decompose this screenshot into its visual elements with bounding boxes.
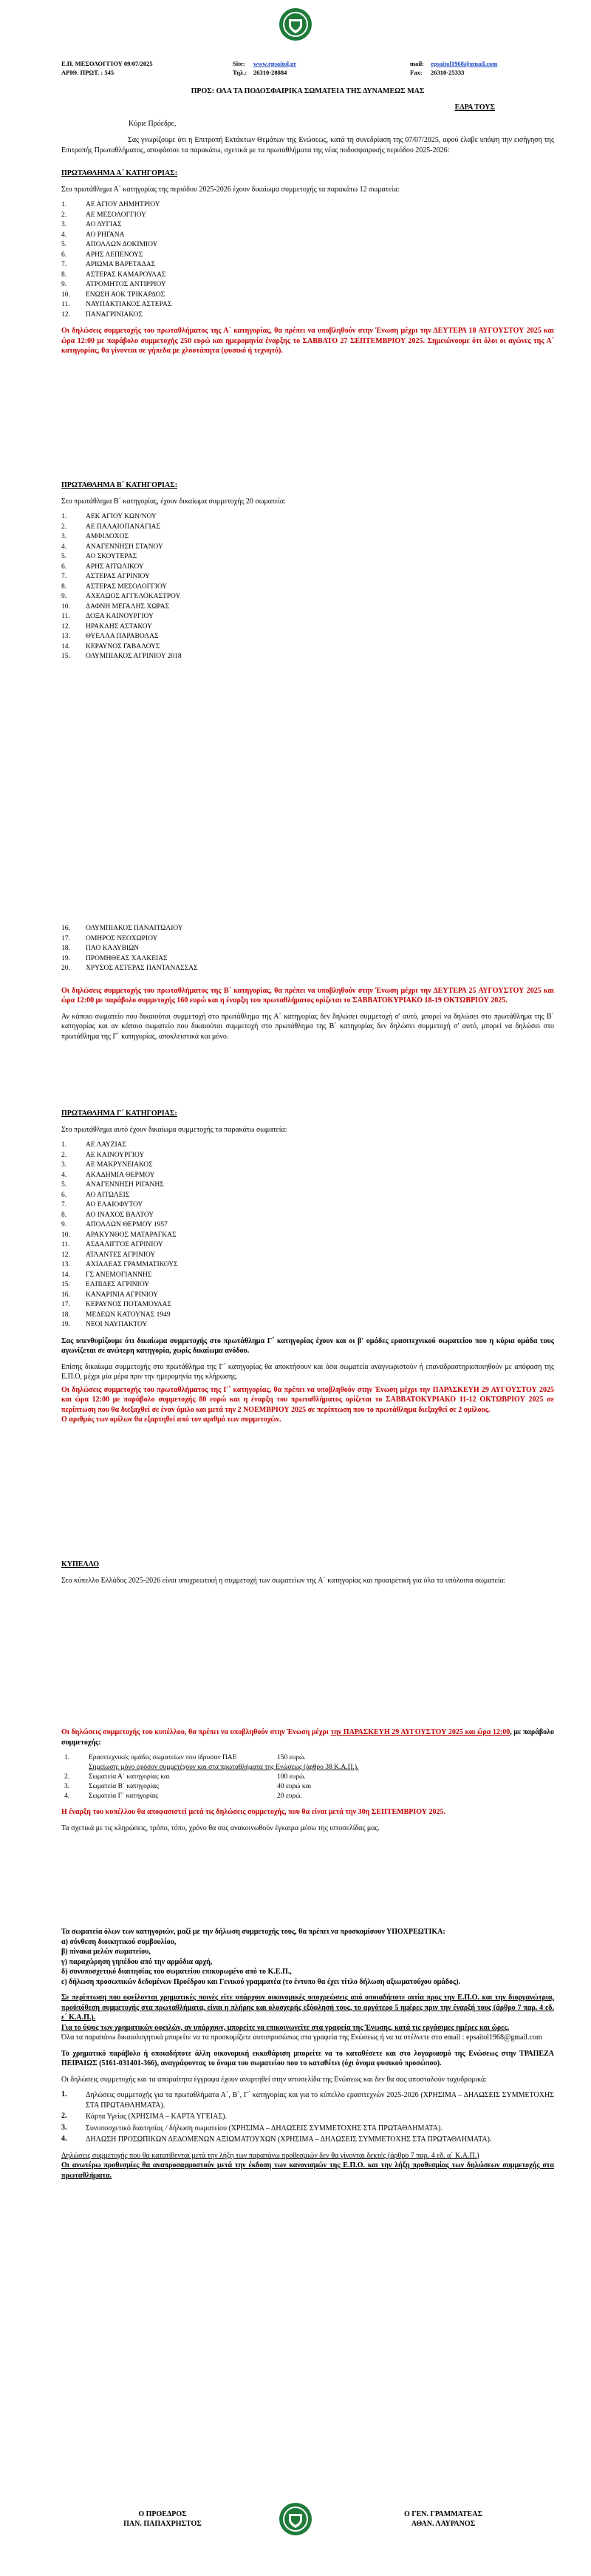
team-number: 2. bbox=[61, 1151, 67, 1159]
doc-number: 4. bbox=[61, 2135, 67, 2143]
late-note: Δηλώσεις συμμετοχής που θα κατατίθενται μετά την λήξη των παραπάνω προθεσμιών δεν θα γίνονται δεκτές (άρθρο 7 παρ. 4 εδ. α΄ Κ.Α.Π.) bbox=[61, 2151, 479, 2160]
team-list-item bbox=[61, 1160, 554, 1171]
team-list-item bbox=[61, 1300, 554, 1311]
team-name: ΕΝΩΣΗ ΑΟΚ ΤΡΙΚΑΡΔΟΣ bbox=[86, 290, 165, 299]
team-list-item bbox=[61, 512, 554, 523]
team-name: ΚΕΡΑΥΝΟΣ ΠΟΤΑΜΟΥΛΑΣ bbox=[86, 1301, 172, 1308]
fee-label: Σωματεία Β΄ κατηγορίας bbox=[89, 1783, 159, 1790]
team-name: ΑΟ ΣΚΟΥΤΕΡΑΣ bbox=[86, 553, 137, 560]
team-list-item bbox=[61, 523, 554, 533]
team-name: ΑΣΤΕΡΑΣ ΑΓΡΙΝΙΟΥ bbox=[86, 573, 150, 580]
team-list-item bbox=[61, 1180, 554, 1191]
tel-label: Τηλ.: bbox=[233, 69, 247, 76]
section-cup bbox=[61, 1560, 554, 1586]
team-name: ΠΑΝΑΓΡΙΝΙΑΚΟΣ bbox=[86, 310, 143, 319]
fee-item bbox=[64, 1792, 554, 1801]
team-number: 4. bbox=[61, 1171, 67, 1179]
requirement-item: β) πίνακα μελών σωματείου, bbox=[61, 1948, 151, 1956]
team-name: ΑΡΙΩΜΑ ΒΑΡΕΤΑΔΑΣ bbox=[86, 261, 156, 268]
tel-value: 26310-28884 bbox=[253, 69, 287, 76]
team-list-item bbox=[61, 572, 554, 582]
team-list-item bbox=[61, 1320, 554, 1331]
team-list-item bbox=[61, 211, 554, 221]
team-name: ΑΟ ΑΙΤΩΛΕΙΣ bbox=[86, 1191, 130, 1199]
team-number: 19. bbox=[61, 1321, 70, 1328]
team-name: ΔΑΦΝΗ ΜΕΓΑΛΗΣ ΧΩΡΑΣ bbox=[86, 602, 170, 611]
team-number: 11. bbox=[61, 301, 70, 308]
team-name: ΟΜΗΡΟΣ ΝΕΟΧΩΡΙΟΥ bbox=[86, 934, 158, 942]
team-number: 17. bbox=[61, 934, 70, 942]
team-number: 6. bbox=[61, 251, 67, 259]
team-number: 12. bbox=[61, 1251, 70, 1259]
team-number: 12. bbox=[61, 310, 70, 319]
team-list-item bbox=[61, 280, 554, 290]
team-name: ΠΑΟ ΚΑΛΥΒΙΩΝ bbox=[86, 945, 140, 952]
team-list-item bbox=[61, 271, 554, 281]
site-label: Site: bbox=[233, 60, 245, 67]
section-b-intro: Στο πρωτάθλημα Β΄ κατηγορίας, έχουν δικαίωμα συμμετοχής 20 σωματεία: bbox=[61, 497, 286, 506]
doc-number: 3. bbox=[61, 2123, 67, 2132]
team-name: ΑΝΑΓΕΝΝΗΣΗ ΣΤΑΝΟΥ bbox=[86, 543, 163, 551]
fee-label: Σημείωση: μόνο εφόσον συμμετέχουν και στα πρωταθλήματα της Ενώσεως (άρθρο 38 Κ.Α.Π.). bbox=[89, 1764, 359, 1771]
section-b-heading: ΠΡΩΤΑΘΛΗΜΑ Β΄ ΚΑΤΗΓΟΡΙΑΣ: bbox=[61, 481, 178, 489]
secretary-title: Ο ΓΕΝ. ΓΡΑΜΜΑΤΕΑΣ bbox=[404, 2510, 482, 2518]
team-number: 18. bbox=[61, 945, 70, 952]
team-number: 4. bbox=[61, 231, 67, 239]
team-number: 6. bbox=[61, 563, 67, 571]
fee-item bbox=[64, 1782, 554, 1792]
section-a-team-list bbox=[61, 200, 554, 320]
section-b-note: Αν κάποιο σωματείο που δικαιούται συμμετοχή στο πρωτάθλημα της Α΄ κατηγορίας δεν δηλώσει συμμετοχή σ' αυτό, μπορεί να δηλώσει στο πρωτάθλημα της Β΄ κατηγορίας και αν κάποιο σωματείο που δικαιούται συμμετοχή στο πρωτάθλημα της Β΄ κατηγορίας δεν δηλώσει συμμετοχή σ' αυτό, μπορεί να δηλώσει στο πρωτάθλημα της Γ΄ κατηγορίας, αποκλειστικά και μόνο. bbox=[61, 1012, 554, 1041]
fee-amount: 40 ευρώ και bbox=[277, 1783, 312, 1790]
fax-label: Fax: bbox=[410, 69, 423, 76]
team-number: 10. bbox=[61, 602, 70, 611]
president-name: ΠΑΝ. ΠΑΠΑΧΡΗΣΤΟΣ bbox=[123, 2520, 202, 2528]
fax-value: 26310-25333 bbox=[431, 69, 465, 76]
section-a-deadline: Οι δηλώσεις συμμετοχής του πρωταθλήματος της Α΄ κατηγορίας, θα πρέπει να υποβληθούν στην Ένωση μέχρι την ΔΕΥΤΕΡΑ 18 ΑΥΓΟΥΣΤΟΥ 2025 και ώρα 12:00 με παράβολο συμμετοχής 250 ευρώ και ημερομηνία έναρξης το ΣΑΒΒΑΤΟ 27 ΣΕΠΤΕΜΒΡΙΟΥ 2025. Σημειώνουμε ότι όλοι οι αγώνες της Α΄ κατηγορίας, θα γίνονται σε γήπεδα με χλοοτάπητα (φυσικό ή τεχνητό). bbox=[61, 327, 554, 355]
team-list-item bbox=[61, 251, 554, 261]
team-list-item bbox=[61, 1141, 554, 1151]
doc-text: Κάρτα Υγείας (ΧΡΗΣΙΜΑ – ΚΑΡΤΑ ΥΓΕΙΑΣ). bbox=[86, 2113, 227, 2121]
team-list-item bbox=[61, 1151, 554, 1161]
doc-item bbox=[61, 2124, 554, 2134]
fee-item bbox=[64, 1753, 554, 1763]
signature-secretary bbox=[384, 2509, 502, 2529]
team-list-item bbox=[61, 563, 554, 573]
section-g-team-list bbox=[61, 1141, 554, 1331]
cup-heading: ΚΥΠΕΛΛΟ bbox=[61, 1560, 99, 1569]
team-name: ΑΣΤΕΡΑΣ ΚΑΜΑΡΟΥΛΑΣ bbox=[86, 271, 166, 279]
team-list-item bbox=[61, 1220, 554, 1231]
section-g-groups: Ο αριθμός των ομίλων θα εξαρτηθεί από τον αριθμό των συμμετοχών. bbox=[61, 1416, 281, 1424]
team-list-item bbox=[61, 1251, 554, 1261]
team-list-item bbox=[61, 944, 554, 954]
section-b-deadline: Οι δηλώσεις συμμετοχής του πρωταθλήματος της Β΄ κατηγορίας, θα πρέπει να υποβληθούν στην Ένωση μέχρι την ΔΕΥΤΕΡΑ 25 ΑΥΓΟΥΣΤΟΥ 2025 και ώρα 12:00 με παράβολο συμμετοχής 160 ευρώ και η έναρξη του πρωταθλήματος ορίζεται το ΣΑΒΒΑΤΟΚΥΡΙΑΚΟ 18-19 ΟΚΤΩΒΡΙΟΥ 2025. bbox=[61, 986, 554, 1005]
team-number: 9. bbox=[61, 281, 67, 288]
team-number: 8. bbox=[61, 1211, 67, 1219]
team-name: ΕΛΠΙΔΕΣ ΑΓΡΙΝΙΟΥ bbox=[86, 1281, 150, 1288]
signature-president bbox=[103, 2509, 222, 2529]
team-name: ΜΕΔΕΩΝ ΚΑΤΟΥΝΑΣ 1949 bbox=[86, 1311, 171, 1319]
team-list-item bbox=[61, 934, 554, 945]
team-number: 11. bbox=[61, 613, 70, 620]
team-list-item bbox=[61, 300, 554, 310]
team-list-item bbox=[61, 612, 554, 622]
fee-number: 4. bbox=[64, 1792, 70, 1800]
requirement-item: δ) συνυποσχετικό διαιτησίας του σωματείου επικυρωμένο από το Κ.Ε.Π., bbox=[61, 1968, 292, 1976]
team-list-item bbox=[61, 582, 554, 593]
team-name: ΑΕ ΚΑΙΝΟΥΡΓΙΟΥ bbox=[86, 1151, 145, 1159]
team-name: ΝΕΟΙ ΝΑΥΠΑΚΤΟΥ bbox=[86, 1321, 148, 1328]
team-name: ΑΠΟΛΛΩΝ ΘΕΡΜΟΥ 1957 bbox=[86, 1221, 168, 1228]
team-list-item bbox=[61, 632, 554, 642]
team-list-item bbox=[61, 622, 554, 633]
recipient: ΠΡΟΣ: ΟΛΑ ΤΑ ΠΟΔΟΣΦΑΙΡΙΚΑ ΣΩΜΑΤΕΙΑ ΤΗΣ ΔΥΝΑΜΕΩΣ ΜΑΣ bbox=[191, 87, 425, 95]
team-list-item bbox=[61, 240, 554, 251]
team-list-item bbox=[61, 532, 554, 543]
team-number: 3. bbox=[61, 533, 67, 540]
section-a-intro: Στο πρωτάθλημα Α΄ κατηγορίας της περιόδου 2025-2026 έχουν δικαίωμα συμμετοχής τα παρακάτω 12 σωματεία: bbox=[61, 185, 400, 194]
team-name: ΚΕΡΑΥΝΟΣ ΓΑΒΑΛΟΥΣ bbox=[86, 642, 160, 650]
fee-label: Σωματεία Γ΄ κατηγορίας bbox=[89, 1792, 159, 1800]
debt-note: Σε περίπτωση που οφείλονται χρηματικές ποινές είτε υπάρχουν οικονομικές υποχρεώσεις από οποιαδήποτε αιτία προς την Ε.Π.Ο. και την διοργανώτρια, προϋπόθεση συμμετοχής στα πρωταθλήματα, είναι η πλήρης και ολοσχερής εξόφλησή τους, το αργότερο 5 ημέρες πριν την έναρξή τους (άρθρο 7 παρ. 4 εδ. ε΄ Κ.Α.Π.). bbox=[61, 1994, 554, 2022]
cup-start: Η έναρξη του κυπέλλου θα αποφασιστεί μετά τις δηλώσεις συμμετοχής, που θα είναι μετά την 30η ΣΕΠΤΕΜΒΡΙΟΥ 2025. bbox=[61, 1808, 445, 1816]
team-number: 11. bbox=[61, 1241, 70, 1248]
team-name: ΑΕ ΜΑΚΡΥΝΕΙΑΚΟΣ bbox=[86, 1161, 153, 1169]
fee-amount: 20 ευρώ. bbox=[277, 1792, 302, 1800]
president-title: Ο ΠΡΟΕΔΡΟΣ bbox=[138, 2510, 187, 2518]
fee-number bbox=[64, 1763, 89, 1773]
team-name: ΑΜΦΙΛΟΧΟΣ bbox=[86, 533, 129, 540]
team-name: ΑΕ ΛΑΥΖΙΑΣ bbox=[86, 1141, 127, 1149]
team-number: 16. bbox=[61, 925, 70, 932]
team-name: ΝΑΥΠΑΚΤΙΑΚΟΣ ΑΣΤΕΡΑΣ bbox=[86, 301, 172, 308]
section-g-heading: ΠΡΩΤΑΘΛΗΜΑ Γ΄ ΚΑΤΗΓΟΡΙΑΣ: bbox=[61, 1109, 177, 1118]
cup-text: Στο κύπελλο Ελλάδος 2025-2026 είναι υποχρεωτική η συμμετοχή των σωματείων της Α΄ κατηγορίας και προαιρετική για όλα τα υπόλοιπα σωματεία: bbox=[61, 1576, 506, 1585]
team-name: ΑΕ ΜΕΣΟΛΟΓΓΙΟΥ bbox=[86, 211, 146, 219]
team-name: ΑΤΡΟΜΗΤΟΣ ΑΝΤΙΡΡΙΟΥ bbox=[86, 281, 166, 288]
team-number: 3. bbox=[61, 1161, 67, 1169]
requirement-item: ε) δήλωση προσωπικών δεδομένων Προέδρου και Γενικού γραμματέα (το έντυπο θα έχει τίτλο δήλωση αξιωματούχου ομάδος). bbox=[61, 1977, 461, 1986]
team-name: ΟΛΥΜΠΙΑΚΟΣ ΑΓΡΙΝΙΟΥ 2018 bbox=[86, 653, 182, 660]
team-number: 12. bbox=[61, 622, 70, 631]
team-name: ΑΡΑΚΥΝΘΟΣ ΜΑΤΑΡΑΓΚΑΣ bbox=[86, 1231, 177, 1239]
team-list-item bbox=[61, 1240, 554, 1251]
team-name: ΑΣΤΕΡΑΣ ΜΕΣΟΛΟΓΓΙΟΥ bbox=[86, 582, 168, 591]
team-list-item bbox=[61, 290, 554, 301]
team-name: ΔΟΞΑ ΚΑΙΝΟΥΡΓΙΟΥ bbox=[86, 613, 154, 620]
team-name: ΠΡΟΜΗΘΕΑΣ ΧΑΛΚΕΙΑΣ bbox=[86, 954, 168, 962]
team-number: 19. bbox=[61, 954, 70, 962]
team-number: 5. bbox=[61, 1181, 67, 1189]
team-name: ΗΡΑΚΛΗΣ ΑΣΤΑΚΟΥ bbox=[86, 622, 152, 631]
section-g-note: Επίσης δικαίωμα συμμετοχής στο πρωτάθλημα της Γ΄ κατηγορίας θα αποκτήσουν και όσα σωματεία αναγνωριστούν ή επαναδραστηριοποιηθούν με απόφαση της Ε.Π.Ο, μέχρι μία μέρα πριν την ημερομηνία της κλήρωσης. bbox=[61, 1362, 554, 1381]
team-list-item bbox=[61, 1171, 554, 1181]
team-number: 13. bbox=[61, 633, 70, 640]
fee-item bbox=[64, 1773, 554, 1782]
doc-text: Δηλώσεις συμμετοχής για τα πρωταθλήματα Α΄, Β΄, Γ΄ κατηγορίας και για το κύπελλο ερασιτεχνών 2025-2026 (ΧΡΗΣΙΜΑ – ΔΗΛΩΣΕΙΣ ΣΥΜΜΕΤΟΧΗΣ ΣΤΑ ΠΡΩΤΑΘΛΗΜΑΤΑ). bbox=[86, 2091, 554, 2110]
page-3 bbox=[0, 1704, 591, 2576]
team-list-item bbox=[61, 1271, 554, 1281]
team-number: 15. bbox=[61, 1281, 70, 1288]
team-list-item bbox=[61, 642, 554, 653]
team-list-item bbox=[61, 310, 554, 321]
fee-amount: 150 ευρώ. bbox=[277, 1754, 306, 1761]
page-1 bbox=[0, 0, 591, 806]
team-name: ΘΥΕΛΛΑ ΠΑΡΑΒΟΛΑΣ bbox=[86, 633, 159, 640]
team-list-item bbox=[61, 924, 554, 934]
team-number: 14. bbox=[61, 1271, 70, 1279]
union-seal-icon bbox=[279, 2502, 312, 2536]
team-name: ΑΡΗΣ ΑΙΤΩΛΙΚΟΥ bbox=[86, 563, 144, 571]
location: ΕΔΡΑ ΤΟΥΣ bbox=[454, 103, 495, 112]
doc-text: Συνυποσχετικό διαιτησίας / δήλωση σωματείου (ΧΡΗΣΙΜΑ – ΔΗΛΩΣΕΙΣ ΣΥΜΜΕΤΟΧΗΣ ΣΤΑ ΠΡΩΤΑΘΛΗΜΑΤΑ). bbox=[86, 2124, 443, 2132]
letter-header bbox=[61, 59, 569, 77]
contact-note: Για το ύψος των χρηματικών οφειλών, αν υπάρχουν, μπορείτε να επικοινωνείτε στα γραφεία της Ένωσης, κατά τις εργάσιμες ημέρες και ώρες. bbox=[61, 2023, 510, 2032]
team-name: ΑΧΕΛΩΟΣ ΑΓΓΕΛΟΚΑΣΤΡΟΥ bbox=[86, 593, 181, 600]
team-number: 6. bbox=[61, 1191, 67, 1199]
requirement-item: α) σύνθεση διοικητικού συμβουλίου, bbox=[61, 1937, 177, 1946]
cup-rules: Τα σχετικά με τις κληρώσεις, τρόπο, τόπο, χρόνο θα σας ανακοινωθούν έγκαιρα μέσω της ιστοσελίδας μας. bbox=[61, 1824, 380, 1832]
cup-fees: Οι δηλώσεις συμμετοχής του κυπέλλου, θα πρέπει να υποβληθούν στην Ένωση μέχρι την ΠΑΡΑΣΚΕΥΗ 29 ΑΥΓΟΥΣΤΟΥ 2025 και ώρα 12:00, με παράβολο συμμετοχής: 1. Ερασιτεχνικές ομάδες σωματείων που ίδρυσαν ΠΑΕ 150 ευρώ. Σημείωση: μόνο εφόσον συμμετέχουν και στα πρωταθλήματα της Ενώσεως (άρθρο 38 Κ.Α.Π.). 2. Σωματεία Α΄ κατηγορίας και 100 ευρώ. 3. Σωματεία Β΄ κατηγορίας 40 ευρώ και 4. Σωματεία Γ΄ κατηγορίας 20 ευρώ. Η έναρξη του κυπέλλου θα αποφασιστεί μετά τις δηλώσεις συμμετοχής, που θα είναι μετά την 30η ΣΕΠΤΕΜΒΡΙΟΥ 2025. Τα σχετικά με τις κληρώσεις, τρόπο, τόπο, χρόνο θα σας ανακοινωθούν έγκαιρα μέσω της ιστοσελίδας μας. bbox=[61, 1728, 554, 1832]
team-number: 2. bbox=[61, 523, 67, 531]
section-a bbox=[61, 169, 554, 356]
section-g-deadline: Οι δηλώσεις συμμετοχής του πρωταθλήματος της Γ΄ κατηγορίας, θα πρέπει να υποβληθούν στην Ένωση μέχρι την ΠΑΡΑΣΚΕΥΗ 29 ΑΥΓΟΥΣΤΟΥ 2025 και ώρα 12:00 με παράβολο συμμετοχής 80 ευρώ και η έναρξη του πρωταθλήματος ορίζεται το ΣΑΒΒΑΤΟΚΥΡΙΑΚΟ 11-12 ΟΚΤΩΒΡΙΟΥ 2025 σε περίπτωση που θα διεξαχθεί σε έναν όμιλο και μετά την 2 ΝΟΕΜΒΡΙΟΥ 2025 σε περίπτωση που το πρωτάθλημα διεξαχθεί σε 2 ομίλους. bbox=[61, 1385, 554, 1414]
team-list-item bbox=[61, 1200, 554, 1211]
team-name: ΑΣΔΑΛΙΓΓΟΣ ΑΓΡΙΝΙΟΥ bbox=[86, 1241, 163, 1248]
section-b-team-list-continued bbox=[61, 924, 554, 974]
team-number: 5. bbox=[61, 553, 67, 560]
doc-text: ΔΗΛΩΣΗ ΠΡΟΣΩΠΙΚΩΝ ΔΕΔΟΜΕΝΩΝ ΑΞΙΩΜΑΤΟΥΧΩΝ (ΧΡΗΣΙΜΑ – ΔΗΛΩΣΕΙΣ ΣΥΜΜΕΤΟΧΗΣ ΣΤΑ ΠΡΩΤΑΘΛΗΜΑΤΑ). bbox=[86, 2135, 492, 2144]
team-number: 14. bbox=[61, 642, 70, 650]
team-number: 8. bbox=[61, 582, 67, 591]
site-link[interactable]: www.epsaitol.gr bbox=[253, 60, 297, 67]
cup-fee-list bbox=[61, 1753, 554, 1801]
section-b bbox=[61, 480, 554, 662]
team-list-item bbox=[61, 260, 554, 271]
final-note: Οι ανωτέρω προθεσμίες θα αναπροσαρμοστούν μετά την έκδοση των κανονισμών της Ε.Π.Ο. και την λήξη προθεσμίας των δηλώσεων συμμετοχής στα πρωταθλήματα. bbox=[61, 2161, 554, 2180]
fee-number: 3. bbox=[64, 1783, 70, 1790]
team-number: 3. bbox=[61, 221, 67, 228]
requirements bbox=[61, 1927, 554, 2181]
team-name: ΑΟ ΛΥΓΙΑΣ bbox=[86, 221, 122, 228]
team-number: 18. bbox=[61, 1311, 70, 1319]
team-name: ΑΕ ΑΓΙΟΥ ΔΗΜΗΤΡΙΟΥ bbox=[86, 201, 160, 208]
team-list-item bbox=[61, 231, 554, 241]
docs-intro: Οι δηλώσεις συμμετοχής και τα απαραίτητα έγγραφα έχουν αναρτηθεί στην ιστοσελίδα της Ενώσεως και δεν θα σας αποσταλούν ταχυδρομικά: bbox=[61, 2075, 488, 2084]
requirements-list bbox=[61, 1937, 554, 1988]
team-name: ΑΟ ΕΛΑΙΟΦΥΤΟΥ bbox=[86, 1201, 143, 1209]
team-number: 1. bbox=[61, 513, 67, 520]
payment-note: Το χρηματικό παράβολο ή οποιαδήποτε άλλη οικονομική εκκαθάριση μπορείτε να το καταθέσετε και στο λογαριασμό της Ενώσεως στην ΤΡΑΠΕΖΑ ΠΕΙΡΑΙΩΣ (5161-031401-366), αναγράφοντας το όνομα του σωματείου που το καταθέτει (όχι όνομα φυσικού προσώπου). bbox=[61, 2049, 554, 2067]
team-list-item bbox=[61, 592, 554, 602]
requirements-heading: Τα σωματεία όλων των κατηγοριών, μαζί με την δήλωση συμμετοχής τους, θα πρέπει να προσκομίσουν ΥΠΟΧΡΕΩΤΙΚΑ: bbox=[61, 1928, 445, 1936]
team-number: 10. bbox=[61, 1231, 70, 1239]
team-number: 4. bbox=[61, 543, 67, 551]
team-name: ΚΑΝΑΡΙΝΙΑ ΑΓΡΙΝΙΟΥ bbox=[86, 1291, 159, 1299]
team-name: ΑΟ ΙΝΑΧΟΣ ΒΑΛΤΟΥ bbox=[86, 1211, 154, 1219]
team-number: 15. bbox=[61, 653, 70, 660]
forms-note: Όλα τα παραπάνω δικαιολογητικά μπορείτε να τα προσκομίζετε αυτοπροσώπως στα γραφεία της Ενώσεως ή να τα στέλνετε στο email : epsaitol1968@gmail.com bbox=[61, 2033, 542, 2042]
doc-item bbox=[61, 2112, 554, 2122]
secretary-name: ΑΘΑΝ. ΛΑΥΡΑΝΟΣ bbox=[411, 2520, 476, 2528]
team-name: ΑΕ ΠΑΛΑΙΟΠΑΝΑΓΙΑΣ bbox=[86, 523, 161, 531]
team-number: 7. bbox=[61, 573, 67, 580]
team-name: ΑΝΑΓΕΝΝΗΣΗ ΡΙΓΑΝΗΣ bbox=[86, 1181, 164, 1189]
fee-item bbox=[64, 1763, 554, 1773]
page-2 bbox=[0, 806, 591, 1704]
team-name: ΓΣ ΑΝΕΜΟΓΙΑΝΝΗΣ bbox=[86, 1271, 152, 1279]
intro-paragraph: Σας γνωρίζουμε ότι η Επιτροπή Εκτάκτων Θεμάτων της Ενώσεως, κατά τη συνεδρίαση της 07/07/2025, αφού έλαβε υπόψη την εισήγηση της Επιτροπής Πρωταθλήματος, αποφάσισε τα παρακάτω, σχετικά με τα πρωταθλήματα της νέας ποδοσφαιρικής περιόδου 2025-2026: bbox=[61, 136, 554, 154]
team-list-item bbox=[61, 200, 554, 211]
team-list-item bbox=[61, 1291, 554, 1301]
section-b-continued bbox=[61, 924, 554, 1041]
section-g-b-teams-note: Σας υπενθυμίζουμε ότι δικαίωμα συμμετοχής στο πρωτάθλημα Γ΄ κατηγορίας έχουν και οι β' ομάδες ερασιτεχνικού σωματείου που η κύρια ομάδα τους αγωνίζεται σε ανώτερη κατηγορία, χωρίς δικαίωμα ανόδου. bbox=[61, 1336, 554, 1355]
team-name: ΟΛΥΜΠΙΑΚΟΣ ΠΑΝΑΙΤΩΛΙΟΥ bbox=[86, 925, 183, 932]
fee-number: 1. bbox=[64, 1754, 70, 1761]
team-name: ΑΕΚ ΑΓΙΟΥ ΚΩΝ/ΝΟΥ bbox=[86, 513, 157, 520]
team-list-item bbox=[61, 552, 554, 563]
fee-number: 2. bbox=[64, 1773, 70, 1781]
team-name: ΑΠΟΛΛΩΝ ΔΟΚΙΜΙΟΥ bbox=[86, 241, 158, 248]
team-list-item bbox=[61, 220, 554, 231]
team-number: 9. bbox=[61, 1221, 67, 1228]
requirement-item: γ) παραχώρηση γηπέδου από την αρμόδια αρχή, bbox=[61, 1957, 213, 1966]
team-list-item bbox=[61, 954, 554, 965]
team-list-item bbox=[61, 652, 554, 662]
doc-item bbox=[61, 2135, 554, 2145]
salutation: Κύριε Πρόεδρε, bbox=[129, 120, 177, 128]
cup-fees-deadline-date: την ΠΑΡΑΣΚΕΥΗ 29 ΑΥΓΟΥΣΤΟΥ 2025 και ώρα 12:00 bbox=[330, 1728, 510, 1736]
team-number: 2. bbox=[61, 211, 67, 219]
team-list-item bbox=[61, 1211, 554, 1221]
mail-label: mail: bbox=[410, 60, 424, 67]
docs-list bbox=[61, 2090, 554, 2145]
team-number: 9. bbox=[61, 593, 67, 600]
fee-label: Σωματεία Α΄ κατηγορίας και bbox=[89, 1773, 170, 1781]
section-g-intro: Στο πρωτάθλημα αυτό έχουν δικαίωμα συμμετοχής τα παρακάτω σωματεία: bbox=[61, 1125, 287, 1134]
team-number: 13. bbox=[61, 1261, 70, 1268]
team-name: ΑΟ ΡΗΓΑΝΑ bbox=[86, 231, 125, 239]
team-number: 1. bbox=[61, 1141, 67, 1149]
team-list-item bbox=[61, 1231, 554, 1241]
team-name: ΑΚΑΔΗΜΙΑ ΘΕΡΜΟΥ bbox=[86, 1171, 155, 1179]
team-list-item bbox=[61, 1260, 554, 1271]
section-a-heading: ΠΡΩΤΑΘΛΗΜΑ Α΄ ΚΑΤΗΓΟΡΙΑΣ: bbox=[61, 169, 178, 177]
team-name: ΑΤΛΑΝΤΕΣ ΑΓΡΙΝΙΟΥ bbox=[86, 1251, 156, 1259]
team-name: ΑΡΗΣ ΛΕΠΕΝΟΥΣ bbox=[86, 251, 143, 259]
cup-fees-deadline: Οι δηλώσεις συμμετοχής του κυπέλλου, θα πρέπει να υποβληθούν στην Ένωση μέχρι bbox=[61, 1728, 329, 1736]
team-name: ΑΧΙΛΛΕΑΣ ΓΡΑΜΜΑΤΙΚΟΥΣ bbox=[86, 1261, 178, 1268]
team-list-item bbox=[61, 543, 554, 553]
doc-number: 2. bbox=[61, 2112, 67, 2120]
team-number: 17. bbox=[61, 1301, 70, 1308]
team-number: 7. bbox=[61, 1201, 67, 1209]
section-b-team-list bbox=[61, 512, 554, 662]
team-name: ΧΡΥΣΟΣ ΑΣΤΕΡΑΣ ΠΑΝΤΑΝΑΣΣΑΣ bbox=[86, 965, 198, 972]
section-g bbox=[61, 1109, 554, 1425]
team-number: 20. bbox=[61, 965, 70, 972]
team-number: 10. bbox=[61, 290, 70, 299]
team-list-item bbox=[61, 602, 554, 613]
team-number: 16. bbox=[61, 1291, 70, 1299]
team-list-item bbox=[61, 1191, 554, 1201]
union-logo-icon bbox=[279, 7, 312, 41]
doc-item bbox=[61, 2090, 554, 2110]
team-list-item bbox=[61, 964, 554, 974]
fee-amount: 100 ευρώ. bbox=[277, 1773, 306, 1781]
protocol-number: ΑΡΙΘ. ΠΡΩΤ. : 545 bbox=[61, 69, 115, 76]
doc-number: 1. bbox=[61, 2090, 67, 2098]
fee-label: Ερασιτεχνικές ομάδες σωματείων που ίδρυσαν ΠΑΕ bbox=[89, 1754, 237, 1761]
team-list-item bbox=[61, 1280, 554, 1291]
reference-date: Ε.Π. ΜΕΣΟΛΟΓΓΙΟΥ 09/07/2025 bbox=[61, 60, 153, 67]
team-number: 5. bbox=[61, 241, 67, 248]
team-number: 7. bbox=[61, 261, 67, 268]
mail-link[interactable]: epsaitol1968@gmail.com bbox=[431, 60, 498, 67]
team-list-item bbox=[61, 1311, 554, 1321]
team-number: 8. bbox=[61, 271, 67, 279]
team-number: 1. bbox=[61, 201, 67, 208]
